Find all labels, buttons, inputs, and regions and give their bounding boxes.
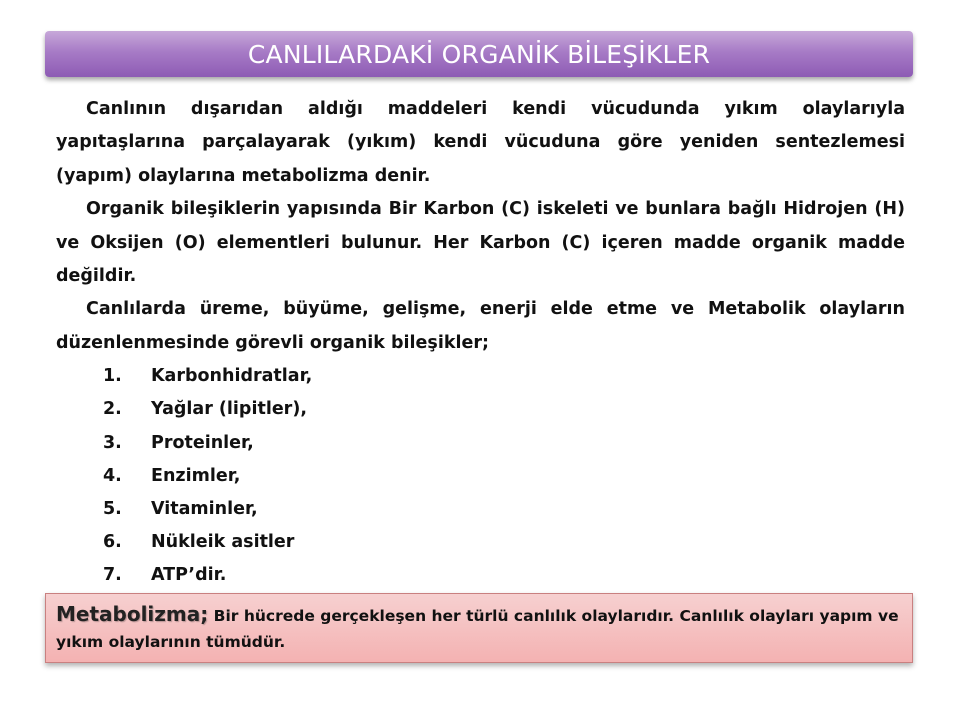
- list-item-number: 3.: [103, 432, 122, 453]
- definition-term: Metabolizma;: [56, 602, 209, 626]
- organic-compounds-list: [56, 360, 905, 592]
- list-item: [56, 427, 905, 460]
- definition-text: Bir hücrede gerçekleşen her türlü canlılık olaylarıdır. Canlılık olayları yapım ve yıkım olaylarının tümüdür.: [56, 607, 899, 651]
- list-item-text: Enzimler,: [151, 465, 241, 486]
- title-banner: [45, 31, 913, 77]
- list-item-text: Karbonhidratlar,: [151, 366, 313, 387]
- list-item: [56, 360, 905, 393]
- list-item-number: 1.: [103, 366, 122, 387]
- list-item: [56, 460, 905, 493]
- list-item-number: 5.: [103, 498, 122, 519]
- list-item-number: 6.: [103, 532, 122, 553]
- list-item: [56, 526, 905, 559]
- list-item: [56, 559, 905, 592]
- slide-body: [56, 93, 905, 593]
- list-item-text: Proteinler,: [151, 432, 254, 453]
- list-item: [56, 493, 905, 526]
- list-item-number: 4.: [103, 465, 122, 486]
- slide-title: CANLILARDAKİ ORGANİK BİLEŞİKLER: [247, 39, 711, 69]
- paragraph-metabolism: Canlının dışarıdan aldığı maddeleri kendi vücudunda yıkım olaylarıyla yapıtaşlarına parçalayarak (yıkım) kendi vücuduna göre yeniden sentezlemesi (yapım) olaylarına metabolizma denir.: [56, 99, 905, 186]
- list-item-text: Vitaminler,: [151, 498, 258, 519]
- list-item: [56, 393, 905, 426]
- list-item-text: ATP’dir.: [151, 565, 227, 586]
- list-item-number: 7.: [103, 565, 122, 586]
- paragraph-organic-compounds-intro: Canlılarda üreme, büyüme, gelişme, enerji elde etme ve Metabolik olayların düzenlenmesinde görevli organik bileşikler;: [56, 299, 905, 353]
- definition-box: [45, 593, 913, 663]
- paragraph-organic-structure: Organik bileşiklerin yapısında Bir Karbon (C) iskeleti ve bunlara bağlı Hidrojen (H) ve Oksijen (O) elementleri bulunur. Her Karbon (C) içeren madde organik madde değildir.: [56, 199, 905, 287]
- list-item-text: Yağlar (lipitler),: [151, 399, 307, 420]
- list-item-number: 2.: [103, 399, 122, 420]
- list-item-text: Nükleik asitler: [151, 532, 295, 553]
